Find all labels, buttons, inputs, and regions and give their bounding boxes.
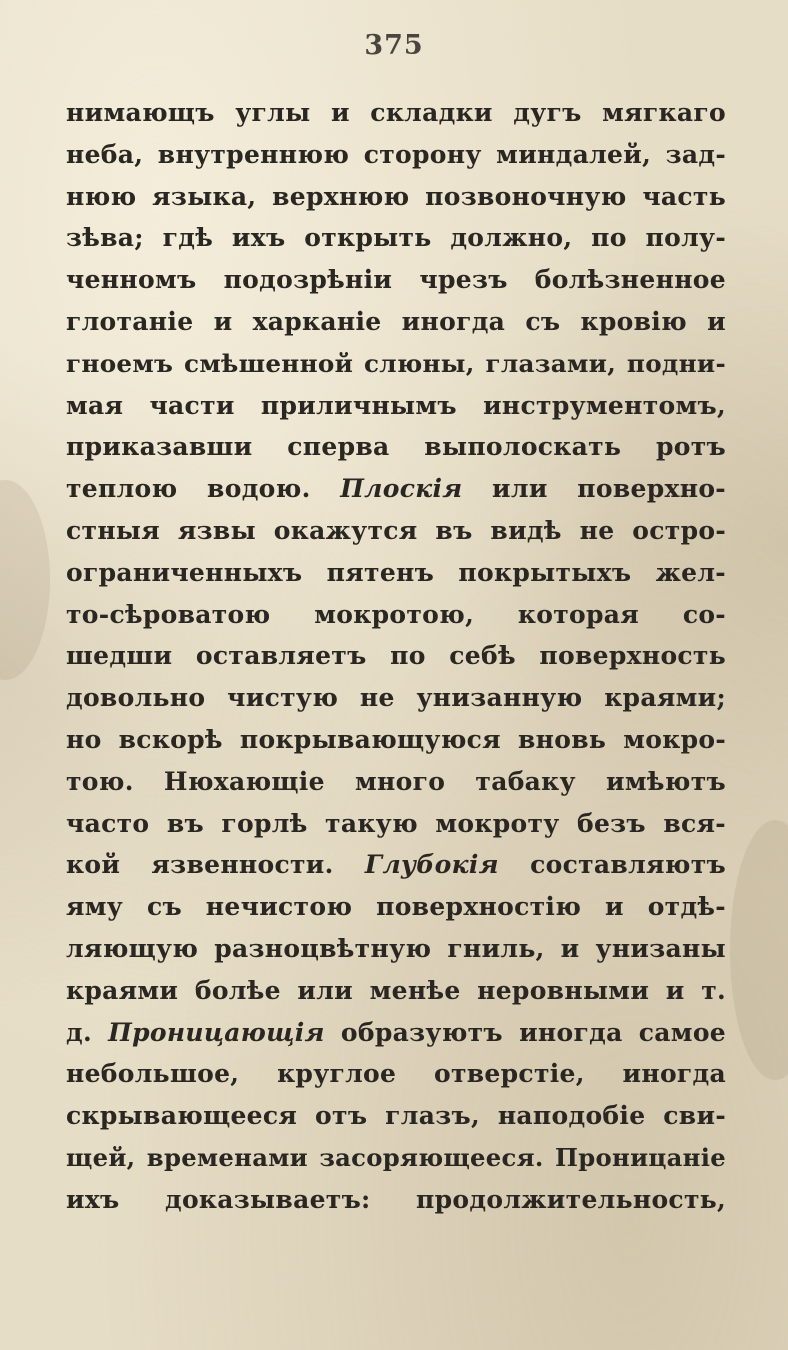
text-line bbox=[66, 635, 726, 677]
text-line bbox=[66, 176, 726, 218]
text-line bbox=[66, 385, 726, 427]
text-line bbox=[66, 259, 726, 301]
text-segment: составляютъ bbox=[498, 850, 726, 880]
text-segment: неба, внутреннюю сторону миндалей, зад- bbox=[66, 139, 726, 169]
paper-stain bbox=[730, 820, 788, 1080]
text-line bbox=[66, 1012, 726, 1054]
text-segment: зѣва; гдѣ ихъ открыть должно, по полу- bbox=[66, 223, 726, 253]
text-segment: гноемъ смѣшенной слюны, глазами, подни- bbox=[66, 348, 726, 378]
text-segment: скрывающееся отъ глазъ, наподобіе сви- bbox=[66, 1101, 726, 1131]
text-segment: стныя язвы окажутся въ видѣ не остро- bbox=[66, 515, 726, 545]
text-line bbox=[66, 1095, 726, 1137]
text-segment: ченномъ подозрѣніи чрезъ болѣзненное bbox=[66, 265, 726, 295]
text-line bbox=[66, 1053, 726, 1095]
text-line bbox=[66, 1179, 726, 1221]
body-text bbox=[66, 92, 726, 1221]
emphasized-term: Плоскія bbox=[340, 474, 463, 504]
text-segment: часто въ горлѣ такую мокроту безъ вся- bbox=[66, 808, 726, 838]
text-segment: небольшое, круглое отверстіе, иногда bbox=[66, 1059, 726, 1089]
text-segment: д. bbox=[66, 1017, 109, 1047]
text-line bbox=[66, 1137, 726, 1179]
text-segment: теплою водою. bbox=[66, 474, 341, 504]
text-line bbox=[66, 552, 726, 594]
text-line bbox=[66, 761, 726, 803]
text-segment: ихъ доказываетъ: продолжительность, bbox=[66, 1184, 726, 1214]
text-line bbox=[66, 92, 726, 134]
text-line bbox=[66, 970, 726, 1012]
text-segment: шедши оставляетъ по себѣ поверхность bbox=[66, 641, 726, 671]
text-line bbox=[66, 886, 726, 928]
text-line bbox=[66, 844, 726, 886]
text-line bbox=[66, 343, 726, 385]
text-line bbox=[66, 510, 726, 552]
text-segment: кой язвенности. bbox=[66, 850, 365, 880]
text-segment: довольно чистую не унизанную краями; bbox=[66, 683, 726, 713]
text-segment: приказавши сперва выполоскать ротъ bbox=[66, 432, 726, 462]
text-segment: ограниченныхъ пятенъ покрытыхъ жел- bbox=[66, 557, 726, 587]
paper-stain bbox=[0, 480, 50, 680]
text-line bbox=[66, 217, 726, 259]
text-segment: или поверхно- bbox=[462, 474, 726, 504]
text-line bbox=[66, 928, 726, 970]
text-line bbox=[66, 677, 726, 719]
text-segment: то-сѣроватою мокротою, которая со- bbox=[66, 599, 726, 629]
page-number: 375 bbox=[364, 30, 424, 61]
text-line bbox=[66, 134, 726, 176]
text-segment: нимающъ углы и складки дугъ мягкаго bbox=[66, 98, 726, 127]
text-segment: нюю языка, верхнюю позвоночную часть bbox=[66, 181, 726, 211]
emphasized-term: Глубокія bbox=[364, 850, 499, 880]
text-line bbox=[66, 468, 726, 510]
emphasized-term: Проницающія bbox=[108, 1017, 325, 1047]
text-segment: глотаніе и харканіе иногда съ кровію и bbox=[66, 306, 726, 336]
text-segment: образуютъ иногда самое bbox=[324, 1017, 726, 1047]
text-line bbox=[66, 426, 726, 468]
text-line bbox=[66, 719, 726, 761]
text-segment: но вскорѣ покрывающуюся вновь мокро- bbox=[66, 724, 726, 754]
text-segment: ляющую разноцвѣтную гниль, и унизаны bbox=[66, 933, 726, 963]
text-line bbox=[66, 803, 726, 845]
text-segment: щей, временами засоряющееся. Проницаніе bbox=[66, 1142, 726, 1172]
text-segment: мая части приличнымъ инструментомъ, bbox=[66, 390, 726, 420]
text-line bbox=[66, 594, 726, 636]
text-line bbox=[66, 301, 726, 343]
text-segment: яму съ нечистою поверхностію и отдѣ- bbox=[66, 892, 726, 922]
text-segment: краями болѣе или менѣе неровными и т. bbox=[66, 975, 726, 1005]
text-segment: тою. Нюхающіе много табаку имѣютъ bbox=[66, 766, 726, 796]
